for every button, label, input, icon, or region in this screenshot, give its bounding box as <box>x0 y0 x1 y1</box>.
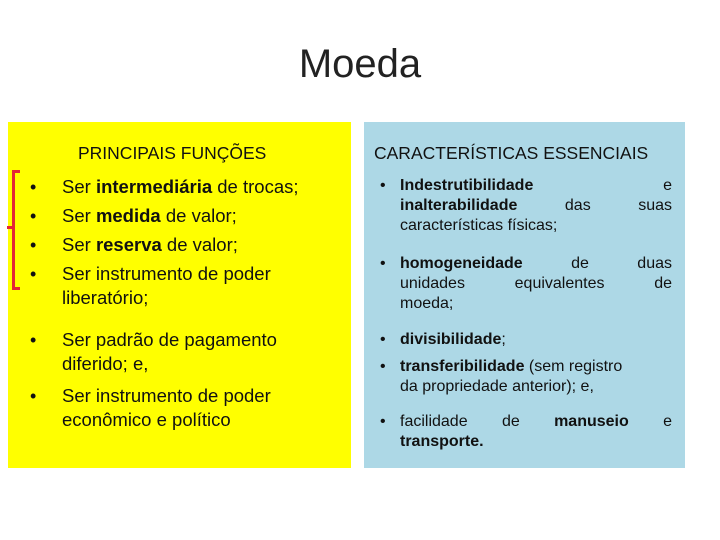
bullet: • <box>30 177 37 197</box>
characteristics-heading: CARACTERÍSTICAS ESSENCIAIS <box>374 143 649 163</box>
function-item: Ser padrão de pagamento diferido; e, <box>62 329 277 374</box>
function-item: Ser intermediária de trocas; <box>62 176 299 197</box>
bullet: • <box>380 413 386 430</box>
characteristic-item: facilidade de manuseio e transporte. <box>400 413 672 450</box>
function-item: Ser instrumento de poder econômico e político <box>62 385 271 430</box>
bullet: • <box>380 331 386 348</box>
bullet: • <box>30 206 37 226</box>
characteristic-item: Indestrutibilidade e inalterabilidade das suas características físicas; <box>400 177 672 234</box>
functions-heading: PRINCIPAIS FUNÇÕES <box>78 143 267 163</box>
bracket-tick <box>7 226 13 229</box>
characteristic-item: transferibilidade (sem registro da propriedade anterior); e, <box>400 358 623 395</box>
red-bracket-icon <box>12 170 20 290</box>
function-item: Ser reserva de valor; <box>62 234 238 255</box>
function-item: Ser medida de valor; <box>62 205 237 226</box>
bullet: • <box>30 330 37 350</box>
bullet: • <box>30 386 37 406</box>
bullet: • <box>30 264 37 284</box>
characteristic-item: homogeneidade de duas unidades equivalentes de moeda; <box>400 255 672 312</box>
bullet: • <box>380 358 386 375</box>
function-item: Ser instrumento de poder liberatório; <box>62 263 271 308</box>
characteristic-item: divisibilidade; <box>400 331 506 348</box>
bullet: • <box>380 255 386 272</box>
slide-title: Moeda <box>298 42 422 86</box>
bullet: • <box>380 177 386 194</box>
bullet: • <box>30 235 37 255</box>
